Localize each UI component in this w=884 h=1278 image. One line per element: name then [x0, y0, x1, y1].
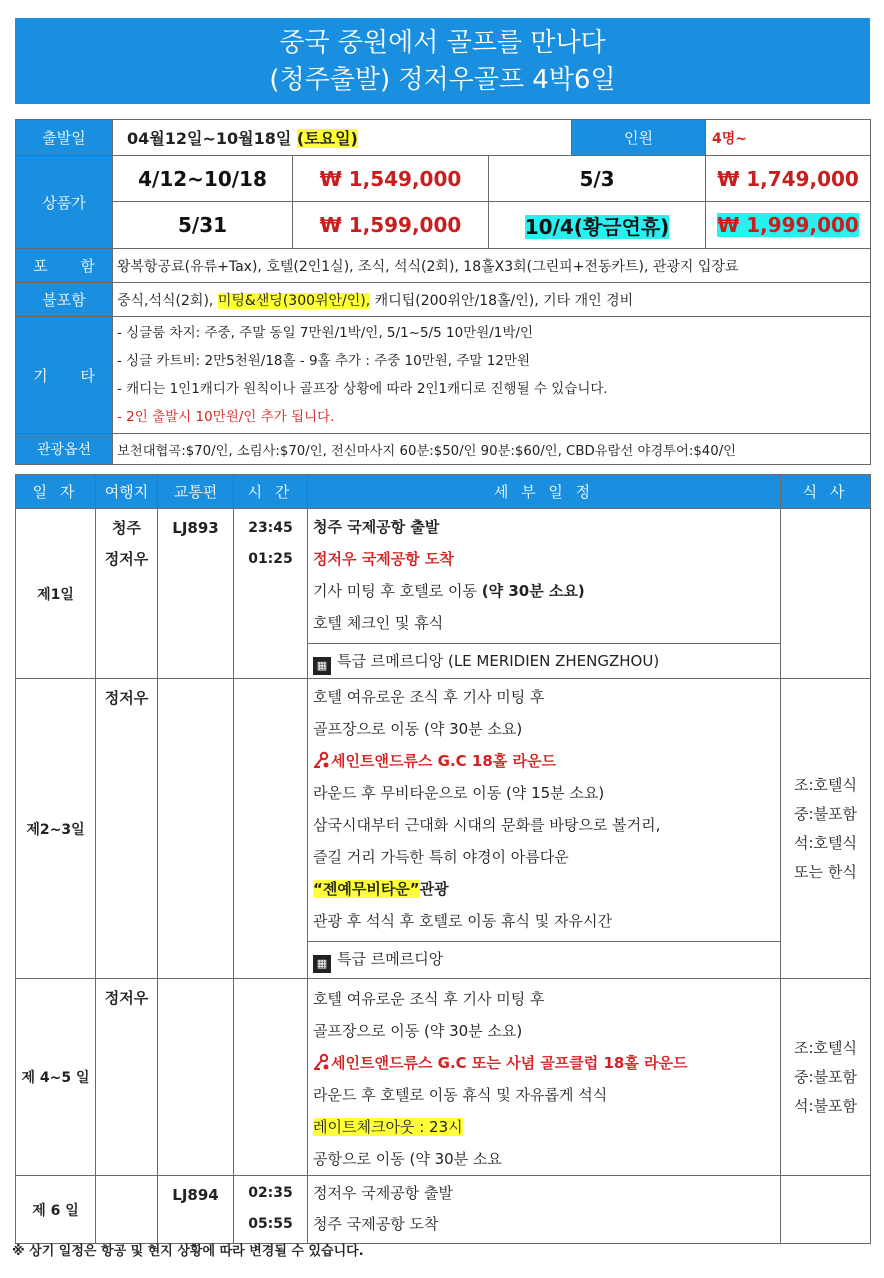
golf-round-text: 세인트앤드류스 G.C 18홀 라운드: [331, 752, 556, 770]
title-banner: [15, 18, 870, 104]
time: 05:55: [248, 1216, 293, 1232]
place-cell: [96, 679, 158, 979]
time-cell: [234, 979, 308, 1176]
flight-number: LJ893: [158, 509, 234, 679]
etc-note: - 싱글룸 차지: 주중, 주말 동일 7만원/1박/인, 5/1~5/5 10만원/1박/인: [117, 325, 534, 341]
detail-line: 라운드 후 무비타운으로 이동 (약 15분 소요): [313, 784, 605, 802]
detail-line: 호텔 체크인 및 휴식: [313, 614, 444, 632]
people-value: 4명~: [706, 120, 871, 156]
price-value: ₩ 1,549,000: [293, 156, 489, 202]
departure-date-range: 04월12일~10월18일: [127, 129, 292, 148]
detail-text: 관광: [419, 880, 449, 898]
detail-line: 정저우 국제공항 출발: [313, 1184, 453, 1202]
golf-club-icon: [313, 1053, 330, 1071]
include-label: 포 함: [16, 249, 113, 283]
exclude-text-highlight: 미팅&샌딩(300위안/인),: [217, 292, 371, 309]
day-label: 제 6 일: [16, 1176, 96, 1244]
col-header-date: 일 자: [16, 475, 96, 509]
etc-note: - 싱글 카트비: 2만5천원/18홀 - 9홀 추가 : 주중 10만원, 주말 12만원: [117, 353, 531, 369]
exclude-text: [113, 283, 871, 317]
detail-line: 청주 국제공항 도착: [313, 1215, 439, 1233]
detail-cell: [308, 509, 781, 679]
detail-text: 기사 미팅 후 호텔로 이동: [313, 582, 477, 600]
place-cell: [96, 509, 158, 679]
city: 정저우: [104, 989, 149, 1007]
price-value-holiday: [706, 202, 871, 249]
col-header-meals: 식 사: [781, 475, 871, 509]
meal: 조:호텔식: [793, 1038, 857, 1057]
exclude-label: 불포함: [16, 283, 113, 317]
hotel-line: [308, 643, 780, 678]
detail-line: [308, 873, 780, 905]
flight-cell: [158, 979, 234, 1176]
golf-round-text: 세인트앤드류스 G.C 또는 사념 골프클럽 18홀 라운드: [331, 1054, 688, 1072]
detail-line: 호텔 여유로운 조식 후 기사 미팅 후: [313, 990, 545, 1008]
hotel-name: 특급 르메르디앙: [337, 950, 444, 968]
detail-cell: [308, 979, 781, 1176]
day-label: 제1일: [16, 509, 96, 679]
option-label: 관광옵션: [16, 434, 113, 465]
meals-cell: [781, 1176, 871, 1244]
day-label: 제2~3일: [16, 679, 96, 979]
departure-dates: [113, 120, 572, 156]
col-header-transport: 교통편: [158, 475, 234, 509]
golf-club-icon: [313, 751, 330, 769]
flight-cell: [158, 679, 234, 979]
flight-number: LJ894: [158, 1176, 234, 1244]
etc-note: - 캐디는 1인1캐디가 원칙이나 골프장 상황에 따라 2인1캐디로 진행될 수 있습니다.: [117, 381, 608, 397]
time: 02:35: [248, 1185, 293, 1201]
detail-line: 골프장으로 이동 (약 30분 소요): [313, 1022, 523, 1040]
itinerary-table: [15, 474, 871, 1244]
time: 23:45: [248, 520, 293, 536]
itinerary-row: [16, 979, 871, 1176]
itinerary-row: [16, 509, 871, 679]
city: 정저우: [104, 550, 149, 568]
price-period: 5/3: [489, 156, 706, 202]
detail-cell: [308, 1176, 781, 1244]
detail-line: 삼국시대부터 근대화 시대의 문화를 바탕으로 볼거리,: [313, 816, 661, 834]
col-header-time: 시 간: [234, 475, 308, 509]
detail-highlight: “젠예무비타운”: [313, 880, 420, 898]
meals-cell: [781, 979, 871, 1176]
footnote: ※ 상기 일정은 항공 및 현지 상황에 따라 변경될 수 있습니다.: [12, 1244, 364, 1259]
meals-cell: [781, 509, 871, 679]
holiday-period-text: 10/4(황금연휴): [524, 214, 670, 239]
day-label: 제 4~5 일: [16, 979, 96, 1176]
col-header-detail: 세 부 일 정: [308, 475, 781, 509]
price-value: ₩ 1,599,000: [293, 202, 489, 249]
city: 정저우: [104, 689, 149, 707]
late-checkout-highlight: 레이트체크아웃 : 23시: [313, 1118, 463, 1136]
golf-round-line: [308, 1047, 780, 1079]
meal: 중:불포함: [793, 804, 857, 823]
time-cell: [234, 509, 308, 679]
detail-line: 라운드 후 호텔로 이동 휴식 및 자유롭게 석식: [313, 1086, 608, 1104]
exclude-text-part: 캐디팁(200위안/18홀/인), 기타 개인 경비: [374, 292, 634, 309]
detail-line: 즐길 거리 가득한 특히 야경이 아름다운: [313, 848, 569, 866]
place-cell: [96, 1176, 158, 1244]
time: 01:25: [248, 551, 293, 567]
price-label: 상품가: [16, 156, 113, 249]
place-cell: [96, 979, 158, 1176]
meal: 중:불포함: [793, 1067, 857, 1086]
time-cell: [234, 1176, 308, 1244]
detail-line: 청주 국제공항 출발: [313, 518, 440, 536]
detail-line: 정저우 국제공항 도착: [313, 550, 454, 568]
detail-duration: (약 30분 소요): [481, 582, 585, 600]
price-value: ₩ 1,749,000: [706, 156, 871, 202]
meal: 석:호텔식: [793, 833, 857, 852]
price-period-holiday: [489, 202, 706, 249]
detail-line: [308, 575, 780, 607]
hotel-line: [308, 941, 780, 976]
exclude-text-part: 중식,석식(2회),: [117, 292, 214, 309]
option-text: 보천대협곡:$70/인, 소림사:$70/인, 전신마사지 60분:$50/인 90분:$60/인, CBD유람선 야경투어:$40/인: [113, 434, 871, 465]
hotel-building-icon: ▦: [313, 955, 331, 973]
meal: 또는 한식: [794, 862, 857, 881]
time-cell: [234, 679, 308, 979]
etc-note-surcharge: - 2인 출발시 10만원/인 추가 됩니다.: [117, 409, 335, 425]
meal: 조:호텔식: [793, 775, 857, 794]
golf-round-line: [308, 745, 780, 777]
detail-line: 관광 후 석식 후 호텔로 이동 휴식 및 자유시간: [313, 912, 612, 930]
price-period: 4/12~10/18: [113, 156, 293, 202]
detail-cell: [308, 679, 781, 979]
itinerary-row: [16, 679, 871, 979]
detail-line: 호텔 여유로운 조식 후 기사 미팅 후: [313, 688, 545, 706]
detail-line: 골프장으로 이동 (약 30분 소요): [313, 720, 523, 738]
banner-title: 중국 중원에서 골프를 만나다: [279, 28, 606, 58]
meal: 석:불포함: [793, 1096, 857, 1115]
itinerary-row: [16, 1176, 871, 1244]
departure-day: (토요일): [296, 129, 358, 148]
banner-subtitle: (청주출발) 정저우골프 4박6일: [269, 65, 616, 95]
people-label: 인원: [572, 120, 706, 156]
product-info-table: [15, 119, 871, 465]
holiday-price-text: ₩ 1,999,000: [717, 213, 859, 237]
include-text: 왕복항공료(유류+Tax), 호텔(2인1실), 조식, 석식(2회), 18홀X3회(그린피+전동카트), 관광지 입장료: [113, 249, 871, 283]
etc-notes: [113, 317, 871, 434]
meals-cell: [781, 679, 871, 979]
detail-line: 공항으로 이동 (약 30분 소요: [313, 1150, 502, 1168]
col-header-place: 여행지: [96, 475, 158, 509]
departure-label: 출발일: [16, 120, 113, 156]
hotel-name: 특급 르메르디앙 (LE MERIDIEN ZHENGZHOU): [337, 652, 660, 670]
detail-line: [308, 1111, 780, 1143]
etc-label: 기 타: [16, 317, 113, 434]
hotel-building-icon: ▦: [313, 657, 331, 675]
city: 청주: [112, 519, 141, 537]
price-period: 5/31: [113, 202, 293, 249]
